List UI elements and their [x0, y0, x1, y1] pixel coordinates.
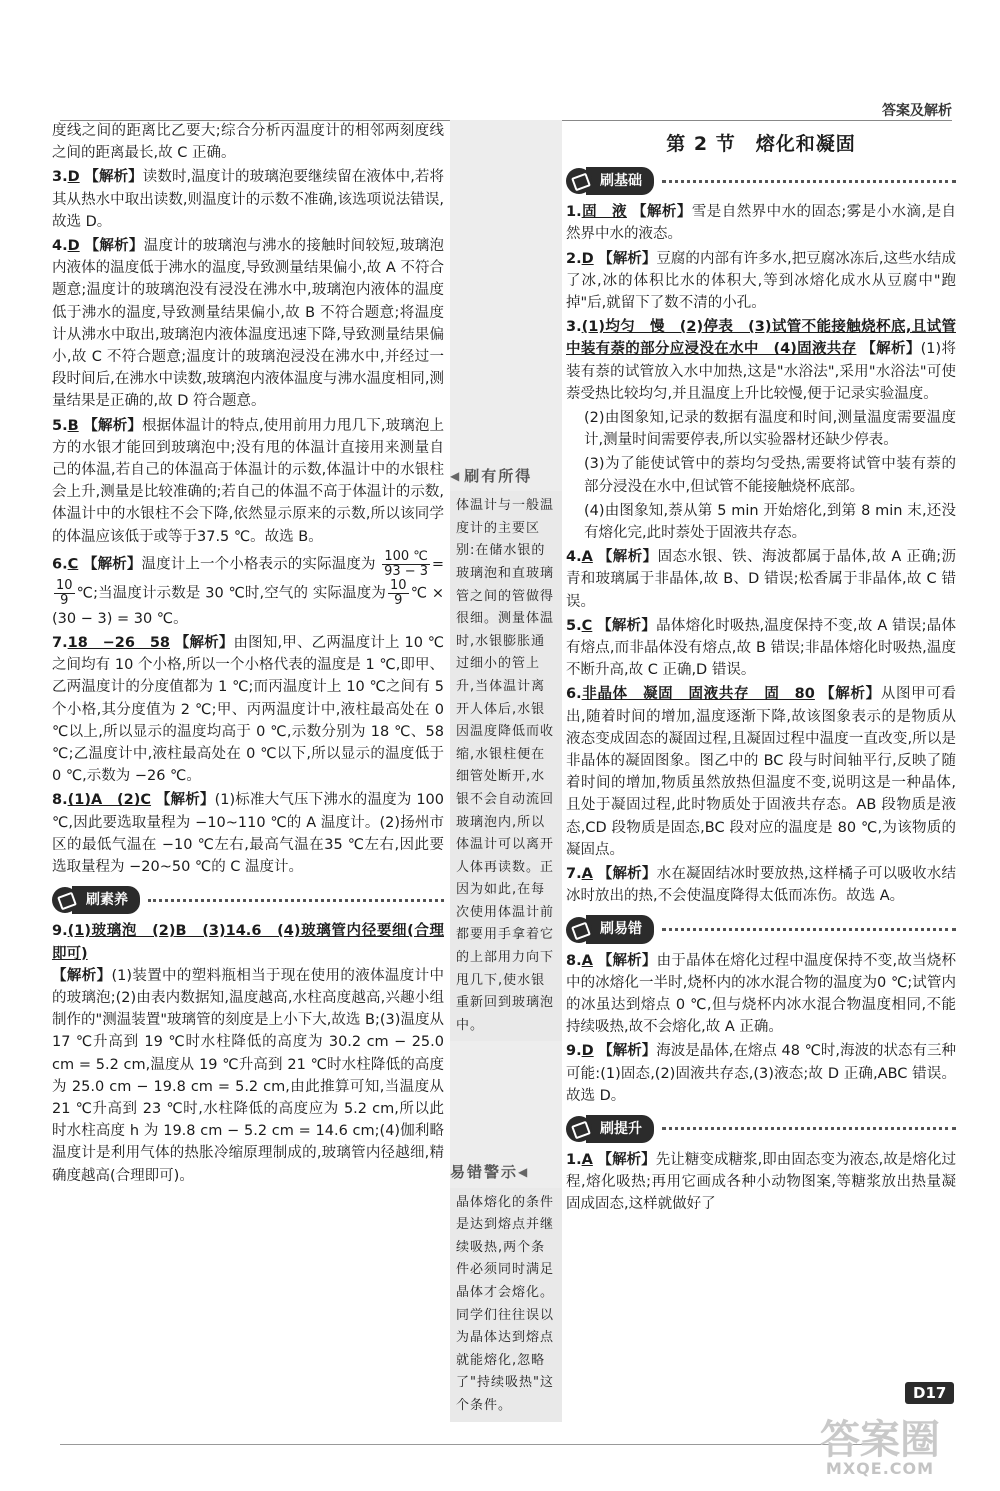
- band-label: 刷易错: [586, 915, 654, 943]
- q-number: 9.: [566, 1043, 582, 1060]
- tip-title: 刷有所得: [464, 467, 533, 485]
- question-7-right: [566, 863, 956, 907]
- q-tag: 【解析】: [174, 635, 234, 652]
- fraction-numerator: 10: [390, 577, 407, 593]
- right-column: [566, 125, 956, 1218]
- question-6: [52, 550, 444, 630]
- q-text: ℃ × (30 − 3) = 30 ℃。: [52, 585, 445, 627]
- footer-rule: [60, 1444, 880, 1445]
- question-3-part-4: (4)由图象知,萘从第 5 min 开始熔化,到第 8 min 末,还没有熔化完,此时萘处于固液共存态。: [584, 502, 956, 542]
- brush-icon: [566, 917, 592, 943]
- q-text: (1)装置中的塑料瓶相当于现在使用的液体温度计中的玻璃泡;(2)由表内数据知,温度越高,水柱高度越高,兴趣小组制作的"测温装置"玻璃管的刻度是上小下大,故选 B;(3)温度从 17 ℃升高到 19 ℃时水柱降低的高度为 30.2 cm − 25.0 cm = 5.2 cm,温度从 19 ℃升高到 21 ℃时水柱降低的高度为 25.0 cm − 19.8 cm = 5.2 cm,由此推算可知,当温度从 21 ℃升高到 23 ℃时,水柱降低的高度应为 5.2 cm,所以此时水柱高度 h 为 19.8 cm − 5.2 cm = 14.6 cm;(4)伽利略温度计是利用气体的热胀冷缩原理制成的,玻璃管内径越细,精确度越高(合理即可)。: [52, 967, 444, 1184]
- left-column: [52, 120, 444, 1189]
- watermark-title: 答案圈: [820, 1417, 940, 1463]
- brush-icon: [566, 1116, 592, 1142]
- q-number: 7.: [52, 635, 68, 652]
- q-tag: 【解析】: [83, 417, 142, 434]
- q-number: 3.: [566, 319, 582, 336]
- fraction-denominator: 9: [394, 592, 403, 608]
- question-1: [566, 201, 956, 245]
- q-tag: 【解析】: [83, 556, 142, 573]
- warning-heading: [450, 1161, 562, 1183]
- intro-paragraph: [52, 120, 444, 164]
- q-tag: 【解析】: [597, 1151, 656, 1168]
- question-8-right: [566, 950, 956, 1039]
- fraction: [382, 550, 430, 579]
- q-number: 8.: [566, 952, 582, 969]
- band-label: 刷提升: [586, 1115, 654, 1143]
- q-answer: (1)A (2)C: [67, 792, 152, 809]
- q-text: 豆腐的内部有许多水,把豆腐冰冻后,这些水结成了冰,冰的体积比水的体积大,等到冰熔化成水从豆腐中"跑掉"后,就留下了数不清的小孔。: [566, 250, 957, 312]
- dotted-divider: [662, 1127, 956, 1130]
- warning-box: 晶体熔化的条件是达到熔点并继续吸热,两个条件必须同时满足晶体才会熔化。同学们往往误以为晶体达到熔点就能熔化,忽略了"持续吸热"这个条件。: [450, 1188, 562, 1422]
- q-answer: 固 液: [581, 204, 627, 221]
- q-number: 4.: [566, 549, 582, 566]
- question-4: [52, 235, 444, 413]
- question-3-part-3: (3)为了能使试管中的萘均匀受热,需要将试管中装有萘的部分浸没在水中,但试管不能接触烧杯底部。: [584, 456, 956, 495]
- arrow-left-icon: ◀: [518, 1165, 530, 1180]
- q-text: 温度计的玻璃泡与沸水的接触时间较短,玻璃泡内液体的温度低于沸水的温度,导致测量结果偏小,故 A 不符合题意;温度计的玻璃泡没有浸没在沸水中,玻璃泡内液体的温度低于沸水的温度,导致测量结果偏小,故 B 不符合题意;将温度计从沸水中取出,玻璃泡内液体温度迅速下降,导致测量结果偏小,故 C 不符合题意;温度计的玻璃泡浸没在沸水中,并经过一段时间后,在沸水中读数,玻璃泡内液体温度与沸水温度相同,测量结果是正确的,故 D 符合题意。: [52, 238, 445, 410]
- q-text: 由图知,甲、乙两温度计上 10 ℃之间均有 10 个小格,所以一个小格代表的温度是 1 ℃,即甲、乙两温度计的分度值都为 1 ℃;而丙温度计上 10 ℃之间有 5 个小格,其分度值为 2 ℃;甲、丙两温度计中,液柱最高处在 0 ℃以上,所以显示的温度均高于 0 ℃,示数分别为 18 ℃、58 ℃;乙温度计中,液柱最高处在 0 ℃以下,所以显示的温度低于 0 ℃,示数为 −26 ℃。: [52, 635, 445, 785]
- q-text: (1)将装有萘的试管放入水中加热,这是"水浴法",采用"水浴法"可使萘受热比较均匀,并且温度上升比较慢,便于记录实验温度。: [566, 341, 957, 402]
- q-tag: 【解析】: [598, 250, 657, 267]
- question-9-right: [566, 1040, 956, 1107]
- q-text: 晶体熔化时吸热,温度保持不变,故 A 错误;晶体有熔点,而非晶体没有熔点,故 B 错误;非晶体熔化时吸热,温度不断升高,故 C 正确,D 错误。: [566, 617, 957, 679]
- q-answer: A: [581, 952, 593, 969]
- section-band: [566, 1115, 956, 1143]
- warning-title: 易错警示: [450, 1163, 519, 1182]
- section-band: [566, 916, 956, 944]
- q-tag: 【解析】: [598, 1043, 657, 1060]
- q-answer: 非晶体 凝固 固液共存 固 80: [581, 686, 815, 703]
- question-3-right: [566, 316, 956, 405]
- fraction-numerator: 100 ℃: [384, 548, 428, 564]
- fraction: [388, 579, 409, 608]
- fraction-denominator: 9: [60, 592, 69, 608]
- q-number: 1.: [566, 204, 582, 221]
- question-4-right: [566, 546, 956, 613]
- q-tag: 【解析】: [597, 617, 657, 634]
- q-number: 9.: [52, 923, 68, 940]
- q-number: 4.: [52, 238, 68, 255]
- section-band: [52, 886, 444, 914]
- q-text: 根据体温计的特点,使用前用力甩几下,玻璃泡上方的水银才能回到玻璃泡中;没有甩的体温计直接用来测量自己的体温,若自己的体温高于体温计的示数,体温计中的水银柱会上升,测量是比较准确的;若自己的体温不高于体温计的示数,体温计中的水银柱不会下降,依然显示原来的示数,所以该同学的体温应该低于或等于37.5 ℃。故选 B。: [52, 417, 445, 545]
- q-number: 7.: [566, 866, 582, 883]
- q-tag: 【解析】: [820, 686, 881, 703]
- q-number: 3.: [52, 169, 68, 186]
- q-answer: C: [67, 556, 79, 573]
- q-answer: B: [67, 417, 79, 434]
- q-text: 先让糖变成糖浆,即由固态变为液态,故是熔化过程,熔化吸热;再用它画成各种小动物图案,等糖浆放出热量凝固成固态,这样就做好了: [566, 1151, 957, 1213]
- q-tag: 【解析】: [632, 204, 692, 221]
- q-answer: A: [581, 549, 593, 566]
- q-text: 从图甲可看出,随着时间的增加,温度逐渐下降,故该图象表示的是物质从液态变成固态的凝固过程,且凝固过程中温度一直改变,所以是非晶体的凝固图象。图乙中的 BC 段与时间轴平行,反映了随着时间的增加,物质虽然放热但温度不变,说明这是一种晶体,且处于凝固过程,此时物质处于固液共存态。AB 段物质是液态,CD 段物质是固态,BC 段对应的温度是 80 ℃,为该物质的凝固点。: [566, 686, 957, 858]
- fraction: [54, 579, 75, 608]
- equals-sign: =: [431, 556, 445, 573]
- q-number: 5.: [566, 617, 582, 634]
- dotted-divider: [662, 180, 956, 183]
- q-answer: A: [581, 866, 593, 883]
- q-tag: 【解析】: [155, 792, 215, 809]
- q-number: 6.: [52, 556, 68, 573]
- tip-box: 体温计与一般温度计的主要区别:在储水银的玻璃泡和直玻璃管之间的管做得很细。测量体温时,水银膨胀通过细小的管上升,当体温计离开人体后,水银因温度降低而收缩,水银柱便在细管处断开,水银不会自动流回玻璃泡内,所以体温计可以离开人体再读数。正因为如此,在每次使用体温计前都要用手拿着它的上部用力向下甩几下,使水银重新回到玻璃泡中。: [450, 491, 562, 1041]
- q-number: 5.: [52, 417, 68, 434]
- q-number: 2.: [566, 250, 582, 267]
- question-7: [52, 632, 444, 787]
- watermark-logo: [790, 1417, 970, 1488]
- q-text: 由于晶体在熔化过程中温度保持不变,故当烧杯中的冰熔化一半时,烧杯内的冰水混合物的温度为0 ℃;试管内的冰虽达到熔点 0 ℃,但与烧杯内冰水混合物温度相同,不能持续吸热,故不会熔化,故 A 正确。: [566, 952, 957, 1036]
- intro-text: 度线之间的距离比乙要大;综合分析丙温度计的相邻两刻度线之间的距离最长,故 C 正确。: [52, 123, 444, 162]
- question-3: [52, 166, 444, 233]
- question-8: [52, 789, 444, 878]
- tip-heading: [450, 465, 562, 487]
- q-text: ℃;当温度计示数是 30 ℃时,空气的: [76, 585, 309, 602]
- question-3-part-2: (2)由图象知,记录的数据有温度和时间,测量温度需要温度计,测量时间需要停表,所以实验器材还缺少停表。: [584, 410, 956, 449]
- q-tag: 【解析】: [861, 341, 921, 358]
- q-answer: 18 −26 58: [67, 635, 170, 652]
- band-label: 刷素养: [72, 886, 140, 914]
- q-tag: 【解析】: [597, 866, 657, 883]
- q-answer: C: [581, 617, 593, 634]
- fraction-numerator: 10: [56, 577, 73, 593]
- q-answer: D: [67, 238, 80, 255]
- q-tag: 【解析】: [52, 967, 112, 984]
- q-text: 实际温度为: [312, 585, 387, 602]
- q-text: (1)标准大气压下沸水的温度为 100 ℃,因此要选取量程为 −10~110 ℃的 A 温度计。(2)扬州市区的最低气温在 −10 ℃左右,最高气温在35 ℃左右,因此要选取量程为 −20~50 ℃的 C 温度计。: [52, 792, 444, 876]
- q-text: 海波是晶体,在熔点 48 ℃时,海波的状态有三种可能:(1)固态,(2)固液共存态,(3)液态;故 D 正确,ABC 错误。故选 D。: [566, 1043, 957, 1104]
- page-number: D17: [905, 1382, 954, 1404]
- q-answer: (1)均匀 慢 (2)停表 (3)试管不能接触烧杯底,且试管中装有萘的部分应浸没在水中 (4)固液共存: [566, 319, 956, 358]
- question-9: [52, 920, 444, 1186]
- q-text: 水在凝固结冰时要放热,这样橘子可以吸收水结冰时放出的热,不会使温度降得太低而冻伤。故选 A。: [566, 866, 957, 905]
- q-answer: D: [581, 250, 594, 267]
- q-number: 1.: [566, 1151, 582, 1168]
- q-number: 8.: [52, 792, 68, 809]
- q-tag: 【解析】: [597, 952, 657, 969]
- dotted-divider: [662, 928, 956, 931]
- dotted-divider: [148, 899, 444, 902]
- q-answer: A: [581, 1151, 593, 1168]
- q-text: 固态水银、铁、海波都属于晶体,故 A 正确;沥青和玻璃属于非晶体,故 B、D 错误;松香属于非晶体,故 C 错误。: [566, 549, 957, 610]
- band-label: 刷基础: [586, 167, 654, 195]
- question-2: [566, 248, 956, 315]
- q-number: 6.: [566, 686, 582, 703]
- question-1-advanced: [566, 1149, 956, 1216]
- section-band: [566, 167, 956, 195]
- q-answer: D: [581, 1043, 594, 1060]
- q-tag: 【解析】: [84, 238, 144, 255]
- q-tag: 【解析】: [84, 169, 143, 186]
- section-title: 第 2 节 熔化和凝固: [666, 133, 856, 155]
- header-label: 答案及解析: [882, 103, 952, 119]
- arrow-left-icon: ◀: [450, 469, 462, 483]
- question-6-right: [566, 683, 956, 861]
- q-text: 温度计上一个小格表示的实际温度为: [141, 556, 376, 573]
- fraction-denominator: 93 − 3: [384, 563, 429, 579]
- q-tag: 【解析】: [597, 549, 658, 566]
- q-answer: (1)玻璃泡 (2)B (3)14.6 (4)玻璃管内径要细(合理即可): [52, 923, 444, 962]
- q-text: 读数时,温度计的玻璃泡要继续留在液体中,若将其从热水中取出读数,则温度计的示数不准确,该选项说法错误,故选 D。: [52, 169, 445, 230]
- q-text: 雪是自然界中水的固态;雾是小水滴,是自然界中水的液态。: [566, 204, 957, 243]
- question-5: [52, 415, 444, 548]
- watermark-url: MXQE.COM: [825, 1459, 935, 1478]
- sidebar-notes: [450, 465, 562, 1422]
- question-5-right: [566, 615, 956, 682]
- q-answer: D: [67, 169, 80, 186]
